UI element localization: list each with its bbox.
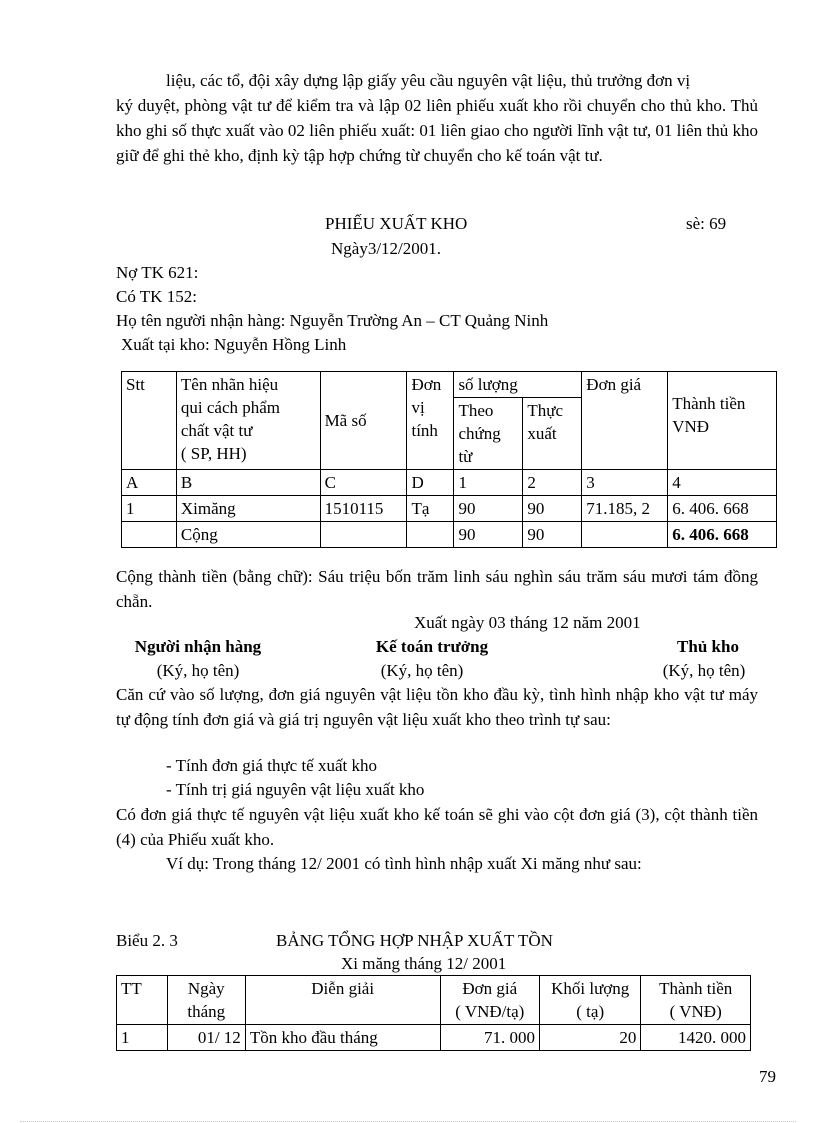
header-name-line: Tên nhãn hiệu — [180, 375, 279, 394]
header-unit-line: Đơn — [411, 375, 442, 394]
header-unit-line: tính — [411, 421, 438, 440]
summary-cell: 1 — [117, 1025, 168, 1051]
voucher-date: Ngày3/12/2001. — [331, 239, 442, 258]
summary-header-price-line: Đơn giá — [462, 979, 518, 998]
summary-header-price — [440, 976, 539, 1025]
intro-paragraph — [116, 68, 758, 168]
header-quantity: số lượng — [454, 372, 582, 398]
letter-cell: 3 — [582, 470, 668, 496]
summary-cell: 20 — [539, 1025, 640, 1051]
summary-header-qty — [539, 976, 640, 1025]
signer-accountant-note: (Ký, họ tên) — [380, 661, 464, 680]
header-qty-doc-line: chứng — [458, 424, 501, 443]
intro-line-1: liệu, các tổ, đội xây dựng lập giấy yêu cầu nguyên vật liệu, thủ trưởng đơn vị — [166, 71, 691, 90]
header-name-line: chất vật tư — [180, 421, 253, 440]
item-cell: Tạ — [407, 496, 454, 522]
summary-subtitle: Xi măng tháng 12/ 2001 — [341, 954, 507, 973]
voucher-letter-row — [122, 470, 777, 496]
item-cell: 1510115 — [320, 496, 407, 522]
debit-account: Nợ TK 621: — [116, 263, 199, 282]
total-amount-cell: 6. 406. 668 — [668, 522, 777, 548]
header-qty-real-line: xuất — [527, 424, 557, 443]
letter-cell: B — [176, 470, 320, 496]
voucher-item-row — [122, 496, 777, 522]
body-paragraph-1: Căn cứ vào số lượng, đơn giá nguyên vật liệu tồn kho đầu kỳ, tình hình nhập kho vật tư máy tự động tính đơn giá và giá trị nguyên vật liệu xuất kho theo trình tự sau: — [116, 685, 758, 729]
summary-cell: 71. 000 — [440, 1025, 539, 1051]
signer-storekeeper-note: (Ký, họ tên) — [662, 661, 746, 680]
header-qty-doc — [454, 398, 523, 470]
letter-cell: 4 — [668, 470, 777, 496]
header-name — [176, 372, 320, 470]
summary-header-date-line: Ngày — [187, 979, 225, 998]
summary-cell: 01/ 12 — [167, 1025, 245, 1051]
summary-header-qty-line: ( tạ) — [576, 1002, 605, 1021]
letter-cell: 1 — [454, 470, 523, 496]
voucher-header-row — [122, 372, 777, 398]
summary-table — [116, 975, 751, 1051]
item-cell: Ximăng — [176, 496, 320, 522]
voucher-number: sè: 69 — [686, 214, 727, 233]
voucher-title: PHIẾU XUẤT KHO — [325, 214, 468, 233]
body-paragraph-3-text: Ví dụ: Trong tháng 12/ 2001 có tình hình nhập xuất Xi măng như sau: — [166, 854, 642, 873]
bullet-1: - Tính đơn giá thực tế xuất kho — [166, 756, 377, 775]
summary-header-desc: Diễn giải — [245, 976, 440, 1025]
header-unit — [407, 372, 454, 470]
item-cell: 6. 406. 668 — [668, 496, 777, 522]
body-paragraph-2: Có đơn giá thực tế nguyên vật liệu xuất kho kế toán sẽ ghi vào cột đơn giá (3), cột thành tiền (4) của Phiếu xuất kho. — [116, 805, 758, 849]
amount-in-words: Cộng thành tiền (bằng chữ): Sáu triệu bốn trăm linh sáu nghìn sáu trăm sáu mươi tám đồng chẵn. — [116, 567, 758, 611]
total-cell — [407, 522, 454, 548]
signer-receiver-role: Người nhận hàng — [134, 637, 262, 656]
header-amount-line: Thành tiền — [672, 394, 746, 413]
header-name-line: qui cách phẩm — [180, 398, 281, 417]
signer-storekeeper-role: Thủ kho — [677, 637, 739, 656]
summary-label: Biểu 2. 3 — [116, 931, 178, 950]
signer-accountant-role: Kế toán trưởng — [375, 637, 489, 656]
header-price: Đơn giá — [582, 372, 668, 470]
total-cell: 90 — [454, 522, 523, 548]
summary-cell: 1420. 000 — [641, 1025, 751, 1051]
summary-header-amount — [641, 976, 751, 1025]
summary-title: BẢNG TỔNG HỢP NHẬP XUẤT TỒN — [276, 931, 553, 950]
signer-receiver-note: (Ký, họ tên) — [156, 661, 240, 680]
header-amount-line: VNĐ — [672, 417, 710, 436]
header-name-line: ( SP, HH) — [180, 444, 247, 463]
total-cell: Cộng — [176, 522, 320, 548]
total-cell — [320, 522, 407, 548]
item-cell: 71.185, 2 — [582, 496, 668, 522]
issue-date: Xuất ngày 03 tháng 12 năm 2001 — [414, 613, 641, 632]
header-stt: Stt — [122, 372, 177, 470]
summary-header-date — [167, 976, 245, 1025]
body-paragraph-3 — [116, 851, 758, 876]
summary-header-row — [117, 976, 751, 1025]
header-unit-line: vị — [411, 398, 425, 417]
summary-header-date-line: tháng — [187, 1002, 226, 1021]
summary-header-amount-line: ( VNĐ) — [669, 1002, 722, 1021]
voucher-total-row — [122, 522, 777, 548]
header-qty-doc-line: từ — [458, 447, 473, 466]
intro-rest: ký duyệt, phòng vật tư để kiểm tra và lập 02 liên phiếu xuất kho rồi chuyển cho thủ kho. Thủ kho ghi số thực xuất vào 02 liên phiếu xuất: 01 liên giao cho người lĩnh vật tư, 01 liên thủ kho giữ để ghi thẻ kho, định kỳ tập hợp chứng từ chuyển cho kế toán vật tư. — [116, 96, 758, 165]
bullet-2: - Tính trị giá nguyên vật liệu xuất kho — [166, 780, 425, 799]
summary-data-row — [117, 1025, 751, 1051]
item-cell: 90 — [454, 496, 523, 522]
header-qty-real-line: Thực — [527, 401, 564, 420]
header-qty-doc-line: Theo — [458, 401, 494, 420]
summary-header-qty-line: Khối lượng — [551, 979, 630, 998]
header-amount — [668, 372, 777, 470]
total-cell — [122, 522, 177, 548]
letter-cell: C — [320, 470, 407, 496]
header-code-text: Mã số — [324, 411, 367, 430]
page-bottom-border — [20, 1121, 796, 1122]
summary-cell: Tồn kho đầu tháng — [245, 1025, 440, 1051]
total-cell: 90 — [523, 522, 582, 548]
receiver-line: Họ tên người nhận hàng: Nguyễn Trường An – CT Quảng Ninh — [116, 311, 549, 330]
credit-account: Có TK 152: — [116, 287, 197, 306]
header-qty-real — [523, 398, 582, 470]
letter-cell: 2 — [523, 470, 582, 496]
header-code — [320, 372, 407, 470]
voucher-table — [121, 371, 777, 548]
summary-header-amount-line: Thành tiền — [659, 979, 733, 998]
item-cell: 1 — [122, 496, 177, 522]
page-number: 79 — [759, 1067, 776, 1086]
item-cell: 90 — [523, 496, 582, 522]
letter-cell: A — [122, 470, 177, 496]
total-cell — [582, 522, 668, 548]
warehouse-line: Xuất tại kho: Nguyễn Hồng Linh — [121, 335, 347, 354]
summary-header-price-line: ( VNĐ/tạ) — [455, 1002, 525, 1021]
letter-cell: D — [407, 470, 454, 496]
summary-header-tt: TT — [117, 976, 168, 1025]
